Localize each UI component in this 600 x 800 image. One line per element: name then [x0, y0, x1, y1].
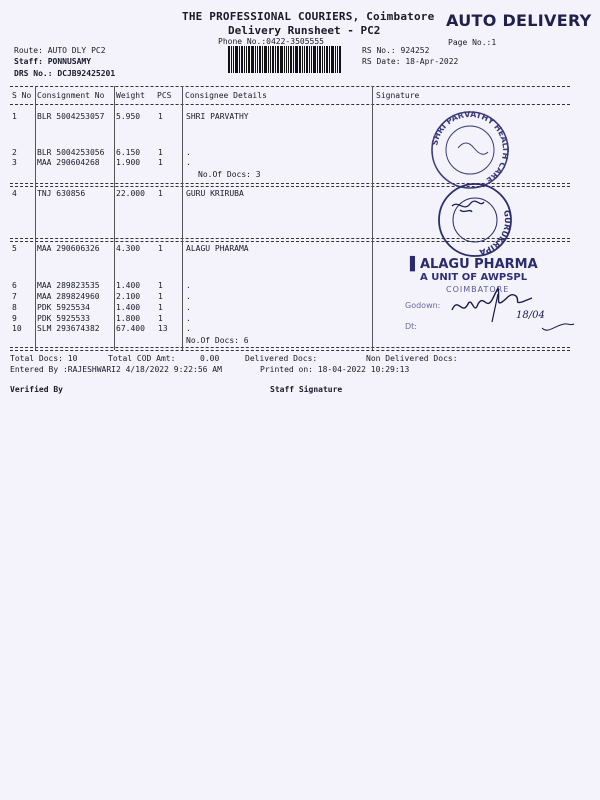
row-sno: 6 — [12, 281, 17, 290]
row-weight: 1.400 — [116, 303, 141, 312]
row-weight: 4.300 — [116, 244, 141, 253]
row-sno: 10 — [12, 324, 22, 333]
row-pcs: 1 — [158, 158, 163, 167]
company-name: THE PROFESSIONAL COURIERS, Coimbatore — [182, 10, 435, 23]
staff-label: Staff: PONNUSAMY — [14, 57, 92, 66]
group-doc-count: No.Of Docs: 6 — [186, 336, 249, 345]
row-weight: 22.000 — [116, 189, 145, 198]
row-consignee: . — [186, 281, 191, 290]
row-consignment: SLM 293674382 — [37, 324, 100, 333]
route-label: Route: AUTO DLY PC2 — [14, 46, 106, 55]
row-weight: 5.950 — [116, 112, 141, 121]
pharma-stamp-title: ▌ALAGU PHARMA — [410, 257, 538, 272]
row-pcs: 1 — [158, 112, 163, 121]
rs-date: RS Date: 18-Apr-2022 — [362, 57, 459, 66]
runsheet-title: Delivery Runsheet - PC2 — [228, 24, 381, 37]
row-consignee: . — [186, 314, 191, 323]
row-pcs: 1 — [158, 189, 163, 198]
table-bottom-rule — [10, 347, 570, 348]
row-consignment: BLR 5004253057 — [37, 112, 105, 121]
row-weight: 1.400 — [116, 281, 141, 290]
row-sno: 9 — [12, 314, 17, 323]
column-divider — [372, 86, 373, 350]
group-doc-count: No.Of Docs: 3 — [198, 170, 261, 179]
row-consignee: SHRI PARVATHY — [186, 112, 249, 121]
row-consignee: ALAGU PHARAMA — [186, 244, 249, 253]
handwritten-signature — [448, 284, 578, 344]
column-divider — [114, 86, 115, 350]
col-header-consignment: Consignment No — [37, 91, 105, 100]
row-consignment: MAA 290606326 — [37, 244, 100, 253]
col-header-weight: Weight — [116, 91, 145, 100]
row-consignee: . — [186, 324, 191, 333]
svg-text:GURUKRIPA — [478, 209, 512, 257]
row-consignment: MAA 290604268 — [37, 158, 100, 167]
total-cod-value: 0.00 — [200, 354, 220, 363]
row-consignee: . — [186, 148, 191, 157]
row-consignee: . — [186, 158, 191, 167]
verified-by: Verified By — [10, 385, 63, 394]
row-consignment: TNJ 630856 — [37, 189, 86, 198]
barcode — [228, 46, 345, 73]
printed-on: Printed on: 18-04-2022 10:29:13 — [260, 365, 410, 374]
table-header-rule — [10, 104, 570, 105]
row-weight: 67.400 — [116, 324, 145, 333]
total-docs: Total Docs: 10 — [10, 354, 78, 363]
auto-delivery-badge: AUTO DELIVERY — [446, 11, 592, 30]
row-sno: 5 — [12, 244, 17, 253]
row-weight: 1.800 — [116, 314, 141, 323]
table-bottom-rule — [10, 350, 570, 351]
row-pcs: 1 — [158, 303, 163, 312]
row-sno: 3 — [12, 158, 17, 167]
row-pcs: 1 — [158, 314, 163, 323]
col-header-sno: S No — [12, 91, 32, 100]
row-sno: 2 — [12, 148, 17, 157]
pharma-date-label: Dt: — [405, 322, 417, 331]
row-pcs: 1 — [158, 148, 163, 157]
gurukripa-stamp — [430, 180, 520, 260]
pharma-godown: Godown: — [405, 301, 441, 310]
column-divider — [182, 86, 183, 350]
entered-by: Entered By :RAJESHWARI2 4/18/2022 9:22:56 AM — [10, 365, 222, 374]
row-pcs: 13 — [158, 324, 168, 333]
delivered-docs: Delivered Docs: — [245, 354, 318, 363]
row-weight: 6.150 — [116, 148, 141, 157]
row-pcs: 1 — [158, 244, 163, 253]
row-consignment: PDK 5925534 — [37, 303, 90, 312]
row-sno: 7 — [12, 292, 17, 301]
row-pcs: 1 — [158, 281, 163, 290]
page-number: Page No.:1 — [448, 38, 497, 47]
drs-number: DRS No.: DCJB92425201 — [14, 69, 116, 78]
row-consignment: MAA 289823535 — [37, 281, 100, 290]
rs-number: RS No.: 924252 — [362, 46, 430, 55]
row-pcs: 1 — [158, 292, 163, 301]
col-header-pcs: PCS — [157, 91, 172, 100]
pharma-stamp-city: COIMBATORE — [446, 285, 510, 294]
non-delivered-docs: Non Delivered Docs: — [366, 354, 458, 363]
row-sno: 8 — [12, 303, 17, 312]
stamp-text: SHRI PARVATHY HEALTH CARE — [430, 109, 511, 185]
row-weight: 1.900 — [116, 158, 141, 167]
col-header-consignee: Consignee Details — [185, 91, 267, 100]
signature-date: 18/04 — [516, 310, 545, 321]
row-weight: 2.100 — [116, 292, 141, 301]
total-cod-label: Total COD Amt: — [108, 354, 176, 363]
table-top-rule — [10, 86, 570, 87]
row-consignee: . — [186, 303, 191, 312]
row-consignment: MAA 289824960 — [37, 292, 100, 301]
staff-signature: Staff Signature — [270, 385, 343, 394]
stamp-text: GURUKRIPA — [478, 209, 513, 257]
col-header-signature: Signature — [376, 91, 420, 100]
phone-number: Phone No.:0422-3505555 — [218, 37, 324, 46]
row-sno: 4 — [12, 189, 17, 198]
row-consignee: GURU KRIRUBA — [186, 189, 244, 198]
row-consignee: . — [186, 292, 191, 301]
column-divider — [35, 86, 36, 350]
row-consignment: PDK 5925533 — [37, 314, 90, 323]
row-consignment: BLR 5004253056 — [37, 148, 105, 157]
row-sno: 1 — [12, 112, 17, 121]
pharma-stamp-sub: A UNIT OF AWPSPL — [420, 272, 528, 283]
